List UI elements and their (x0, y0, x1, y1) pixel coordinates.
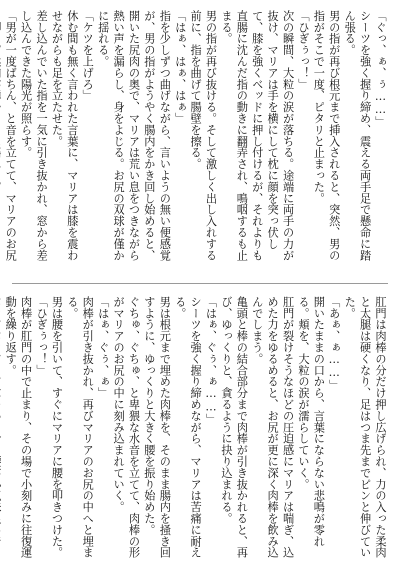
paragraph: 男の指が再び根元まで挿入されると、突然、男の指がそこで一度、ピタリと止まった。 (312, 10, 341, 261)
paragraph: 休む間も無く言われた言葉に、マリアは膝を震わせながらも足を立たせた。 (50, 10, 79, 261)
paragraph: 「ひぎぅっ！」 (35, 296, 49, 376)
paragraph: シーツを強く握り締め、震える両手足で懸命に踏ん張る。 (343, 10, 372, 261)
paragraph: 「男が一度ばちん、と音を立てて、マリアのお尻 (4, 10, 18, 261)
paragraph: 差し込んでいた指を一気に引き抜かれ、窓から差し込んできた陽光が照らす。 (19, 10, 49, 261)
section-divider (12, 283, 388, 284)
paragraph: 「はぁ、ぐぅ、ぁ」 (96, 296, 110, 399)
paragraph: 「はぁ、はぁ、はぁ」 (173, 10, 187, 124)
paragraph: 男の指が再び抜ける。そして激しく出し入れする前に、指を曲げて腸壁を擦る。 (189, 10, 218, 261)
paragraph: 肉棒が肛門の中で止まり、その場で小刻みに往復運動を繰り返す。 (4, 296, 33, 559)
paragraph: 「ぐっ、ぁ、ぅ……」 (374, 10, 387, 128)
paragraph: ぐちゅ、ぐちゅ、と卑猥な水音を立てて、肉棒の形がマリアのお尻の中に刻み込まれていく。 (112, 296, 141, 559)
paragraph: 肛門が裂けそうなほどの圧迫感にマリアは喘ぎ、込めた力をゆるめると、お尻が更に深く肉棒を飲み込んでしまう。 (250, 296, 295, 559)
paragraph: 「ケツを上げろ」 (81, 10, 95, 102)
paragraph: 肛門は肉棒の分だけ押し広げられ、力の入った柔肉と太腿は硬くなり、足はつま先までピンと伸びていた。 (343, 296, 387, 559)
bottom-text-block (4, 296, 388, 562)
paragraph: 「はぁ、ぐぅ、ぁ……」 (204, 296, 218, 425)
paragraph: 次の瞬間、大粒の涙が落ちる。途端に両手の力が抜け、マリアは手を横にして枕に顔を突っ伏して、膝を強くベッドに押し付けるが、それよりも直腸に沈んだ指の動きに翻弄され、鳴咽するも止まる。 (219, 10, 295, 261)
paragraph: 男は腰を引いて、すぐにマリアに腰を叩きつけた。 (50, 296, 64, 559)
paragraph (0, 296, 3, 562)
paragraph: 男は根元まで埋めた肉棒を、そのまま腸内を掻き回すように、ゆっくりと大きく腰を振り始めた。 (142, 296, 172, 559)
paragraph: 指を少しずつ曲げながら、言いようの無い便感覚が、男の指がようやく腸内をかき回し始めると、開いた尻肉の奥で、マリアは荒い息をつきながら熱い声を漏らし、身をよじる。お尻の双球が僅かに揺れる。 (96, 10, 172, 261)
paragraph: 「あぁ、ぁ……」 (327, 296, 341, 391)
paragraph: シーツを強く握り締めながら、マリアは苦痛に耐える。 (173, 296, 203, 559)
top-text-block (4, 10, 388, 272)
paragraph: 亀頭と棒の結合部分まで肉棒が引き抜かれると、再び、ゆっくりと、貪るように抉り込まれる。 (219, 296, 249, 559)
paragraph: 「ひぎぅっ！」 (296, 10, 310, 90)
paragraph: 開いたままの口から、言葉にならない悲鳴が零れる。頬を、大粒の涙が濡らしていく。 (296, 296, 326, 547)
paragraph: 肉棒が引き抜かれ、再びマリアのお尻の中へと埋まる。 (65, 296, 95, 559)
